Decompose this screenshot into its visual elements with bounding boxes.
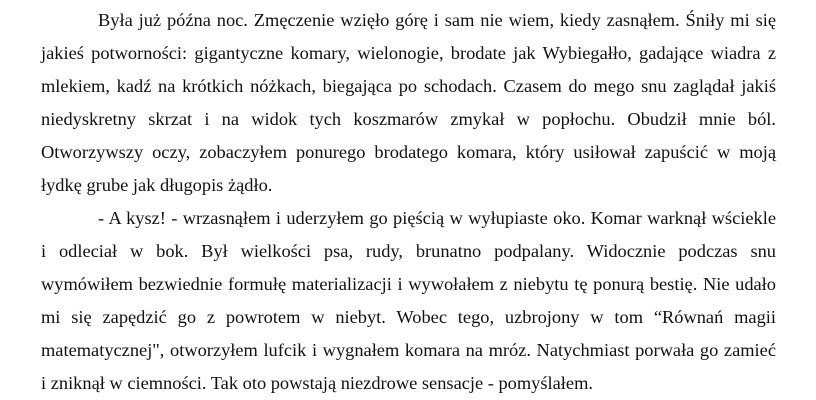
paragraph-line: jakieś potworności: gigantyczne komary, wielonogie, brodate jak Wybiegałło, gadające wiadra z xyxy=(41,43,776,63)
document-page xyxy=(41,0,776,400)
paragraph-line: mi się zapędzić go z powrotem w niebyt. Wobec tego, uzbrojony w tom “Równań magii xyxy=(41,307,776,327)
paragraph-line: - A kysz! - wrzasnąłem i uderzyłem go pięścią w wyłupiaste oko. Komar warknął wściekle xyxy=(98,208,776,228)
paragraph-line: Otworzywszy oczy, zobaczyłem ponurego brodatego komara, który usiłował zapuścić w moją xyxy=(41,142,776,162)
paragraph-line: i zniknął w ciemności. Tak oto powstają niezdrowe sensacje - pomyślałem. xyxy=(41,373,593,393)
paragraph-line: niedyskretny skrzat i na widok tych koszmarów zmykał w popłochu. Obudził mnie ból. xyxy=(41,109,776,129)
paragraph-line: wymówiłem bezwiednie formułę materializacji i wywołałem z niebytu tę ponurą bestię. Nie udało xyxy=(41,274,776,294)
paragraph-line: i odleciał w bok. Był wielkości psa, rudy, brunatno podpalany. Widocznie podczas snu xyxy=(41,241,776,261)
paragraph-line: Była już późna noc. Zmęczenie wzięło górę i sam nie wiem, kiedy zasnąłem. Śniły mi się xyxy=(98,10,776,30)
paragraph-line: łydkę grube jak długopis żądło. xyxy=(41,175,273,195)
paragraph-line: matematycznej", otworzyłem lufcik i wygnałem komara na mróz. Natychmiast porwała go zamieć xyxy=(41,340,776,360)
paragraph-line: mlekiem, kadź na krótkich nóżkach, biegająca po schodach. Czasem do mego snu zaglądał jakiś xyxy=(41,76,776,96)
